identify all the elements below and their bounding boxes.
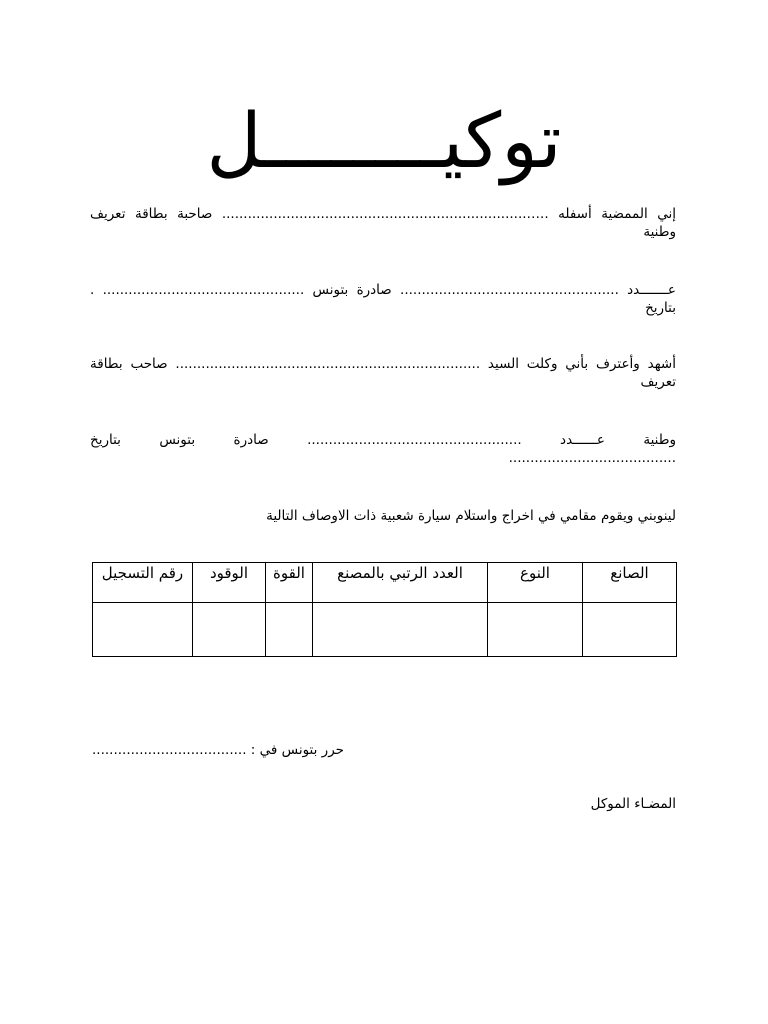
signature-label: المضـاء الموكل [590,796,676,812]
cell-fuel [193,603,266,657]
paragraph-purpose: لينوبني ويقوم مقامي في اخراج واستلام سيارة شعبية ذات الاوصاف التالية [266,508,676,524]
page-title: توكيــــــــل [206,96,562,185]
cell-registration-number [93,603,193,657]
header-power: القوة [266,563,313,603]
issued-place-date: حرر بتونس في : .................................... [92,742,344,758]
table-header-row [93,563,677,603]
paragraph-agent: أشهد وأعترف بأني وكلت السيد ....................................................................... صاحب بطاقة تعريف [90,356,676,390]
vehicle-spec-table [92,562,677,657]
header-manufacturer: الصانع [583,563,677,603]
table-row [93,603,677,657]
header-fuel: الوقود [193,563,266,603]
cell-type [488,603,583,657]
header-registration-number: رقم التسجيل [93,563,193,603]
paragraph-principal: إني الممضية أسفله ..…....................................................................... صاحبة بطاقة تعريف وطنية [90,206,676,240]
cell-serial-number [313,603,488,657]
paragraph-id-number: عـــــــدد ................................................... صادرة بتونس ............................................... . بتاريخ [90,282,676,316]
cell-manufacturer [583,603,677,657]
header-serial-number: العدد الرتبي بالمصنع [313,563,488,603]
cell-power [266,603,313,657]
paragraph-agent-id: وطنية عــــــدد .................................................. صادرة بتونس بتاريخ ....................................... [90,432,676,466]
header-type: النوع [488,563,583,603]
